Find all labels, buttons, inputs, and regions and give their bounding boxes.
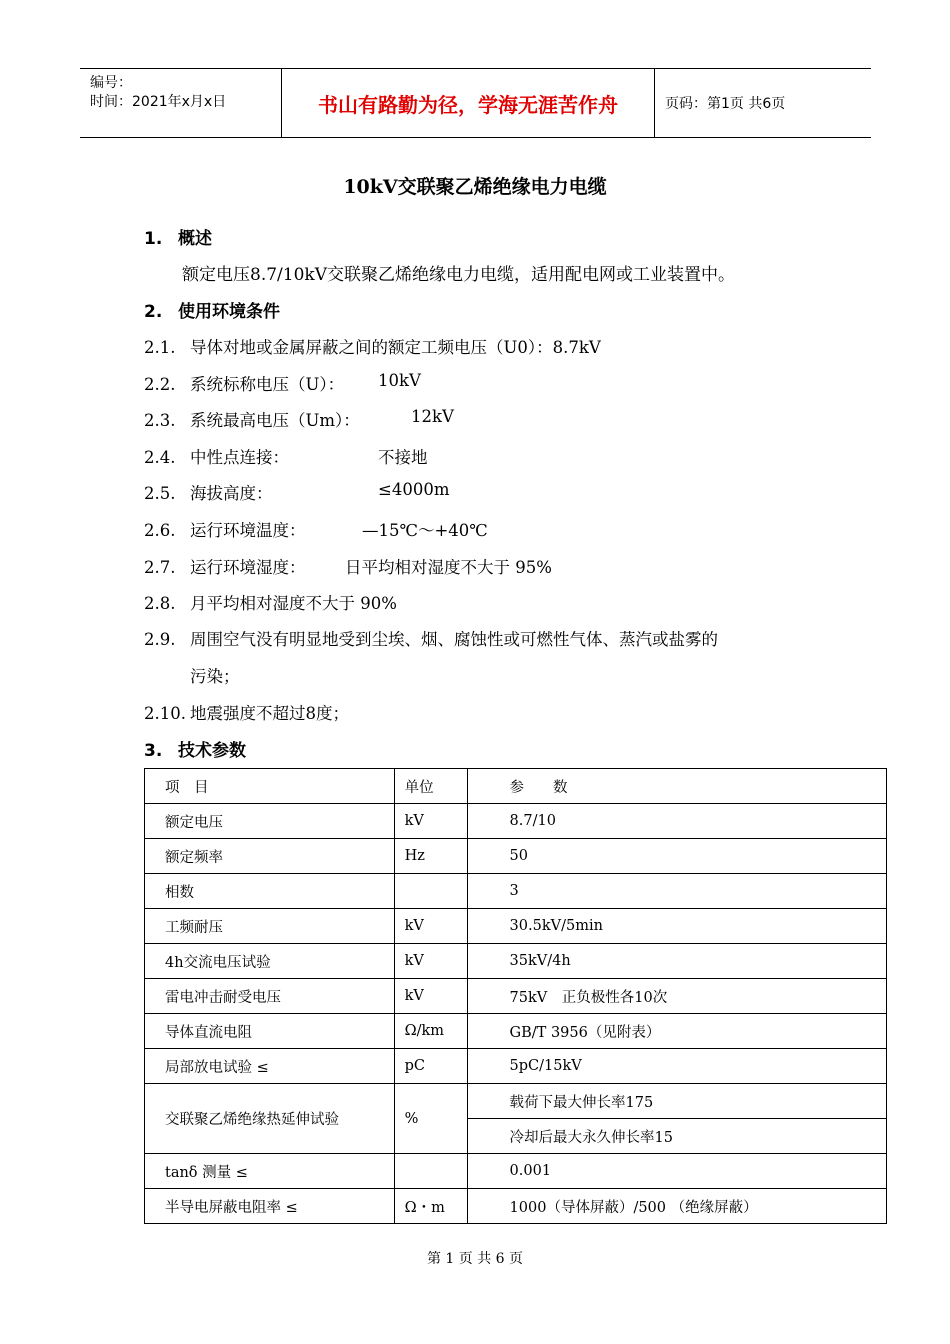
unit-cell: kV (394, 944, 467, 979)
table-row (145, 1049, 887, 1084)
item-number: 2.5. (144, 484, 176, 503)
unit-cell: Ω/km (394, 1014, 467, 1049)
tech-params-table (144, 768, 887, 1224)
item-number: 2.10. (144, 704, 186, 723)
page-header (80, 68, 871, 138)
param-cell: 35kV/4h (467, 944, 886, 979)
item-label: 运行环境温度： (190, 521, 306, 540)
condition-item-continued (144, 663, 240, 687)
item-cell: 4h交流电压试验 (145, 944, 395, 979)
unit-cell: kV (394, 804, 467, 839)
header-page-label: 页码：第1页 共6页 (665, 96, 786, 112)
table-row (145, 979, 887, 1014)
item-value: —15℃～+40℃ (362, 521, 488, 540)
condition-item (144, 371, 421, 395)
item-number: 2.4. (144, 448, 176, 467)
param-cell: 0.001 (467, 1154, 886, 1189)
item-value: ≤4000m (378, 480, 450, 499)
unit-cell: Ω・m (394, 1189, 467, 1224)
header-cell: 项 目 (145, 769, 395, 804)
item-label: 海拔高度： (190, 484, 273, 503)
item-cell: 雷电冲击耐受电压 (145, 979, 395, 1014)
section-heading-2 (144, 297, 280, 322)
item-number: 2.6. (144, 521, 176, 540)
section-number: 2. (144, 302, 163, 322)
condition-item (144, 334, 601, 358)
section-number: 1. (144, 229, 163, 249)
item-cell: 工频耐压 (145, 909, 395, 944)
param-cell: 1000（导体屏蔽）/500 （绝缘屏蔽） (467, 1189, 886, 1224)
unit-cell: kV (394, 979, 467, 1014)
item-value: 日平均相对湿度不大于 95% (345, 558, 552, 577)
unit-cell: pC (394, 1049, 467, 1084)
condition-item (144, 700, 349, 724)
param-cell: 5pC/15kV (467, 1049, 886, 1084)
param-cell: 30.5kV/5min (467, 909, 886, 944)
table-row (145, 909, 887, 944)
item-cell: 额定电压 (145, 804, 395, 839)
param-cell: 75kV 正负极性各10次 (467, 979, 886, 1014)
item-cell: 相数 (145, 874, 395, 909)
item-number: 2.2. (144, 375, 176, 394)
time-label: 时间：2021年x月x日 (90, 94, 227, 110)
item-label: 导体对地或金属屏蔽之间的额定工频电压（U0）：8.7kV (190, 338, 601, 357)
condition-item (144, 626, 718, 650)
item-label: 中性点连接： (190, 448, 289, 467)
table-row (145, 839, 887, 874)
item-number: 2.1. (144, 338, 176, 357)
item-number: 2.7. (144, 558, 176, 577)
table-row (145, 1189, 887, 1224)
item-value: 10kV (378, 371, 421, 390)
page-footer: 第 1 页 共 6 页 (426, 1251, 524, 1267)
condition-item (144, 517, 488, 541)
param-cell: 50 (467, 839, 886, 874)
header-cell: 参 数 (467, 769, 886, 804)
item-label: 运行环境湿度： (190, 558, 306, 577)
item-number: 2.8. (144, 594, 176, 613)
item-cell: 局部放电试验 ≤ (145, 1049, 395, 1084)
section-heading-1 (144, 224, 212, 249)
table-header-row (145, 769, 887, 804)
unit-cell (394, 874, 467, 909)
unit-cell: % (394, 1084, 467, 1154)
item-label: 系统最高电压（Um）： (190, 411, 360, 430)
header-cell: 单位 (394, 769, 467, 804)
section-title: 概述 (178, 229, 212, 249)
overview-paragraph: 额定电压8.7/10kV交联聚乙烯绝缘电力电缆，适用配电网或工业装置中。 (182, 265, 735, 285)
section-number: 3. (144, 741, 163, 761)
number-label: 编号： (90, 75, 132, 91)
item-cell: 交联聚乙烯绝缘热延伸试验 (145, 1084, 395, 1154)
item-value: 12kV (411, 407, 454, 426)
table-row (145, 1154, 887, 1189)
condition-item (144, 407, 454, 431)
section-heading-3 (144, 736, 246, 761)
param-cell: 3 (467, 874, 886, 909)
param-cell: GB/T 3956（见附表） (467, 1014, 886, 1049)
item-cell: tanδ 测量 ≤ (145, 1154, 395, 1189)
condition-item (144, 554, 552, 578)
item-number: 2.3. (144, 411, 176, 430)
param-cell: 冷却后最大永久伸长率15 (467, 1119, 886, 1154)
table-row (145, 944, 887, 979)
item-label: 地震强度不超过8度； (190, 704, 349, 723)
condition-item (144, 590, 397, 614)
item-label: 系统标称电压（U）： (190, 375, 345, 394)
section-title: 使用环境条件 (178, 302, 280, 322)
header-meta (80, 69, 281, 137)
param-cell: 载荷下最大伸长率175 (467, 1084, 886, 1119)
item-cell: 半导电屏蔽电阻率 ≤ (145, 1189, 395, 1224)
header-motto: 书山有路勤为径，学海无涯苦作舟 (281, 69, 655, 137)
item-label: 周围空气没有明显地受到尘埃、烟、腐蚀性或可燃性气体、蒸汽或盐雾的 (190, 630, 718, 649)
unit-cell (394, 1154, 467, 1189)
unit-cell: kV (394, 909, 467, 944)
condition-item (144, 444, 428, 468)
item-cell: 额定频率 (145, 839, 395, 874)
param-cell: 8.7/10 (467, 804, 886, 839)
section-title: 技术参数 (178, 741, 246, 761)
table-row (145, 1014, 887, 1049)
document-title: 10kV交联聚乙烯绝缘电力电缆 (343, 176, 607, 198)
table-row (145, 804, 887, 839)
table-row (145, 874, 887, 909)
item-value: 不接地 (378, 448, 428, 467)
item-label: 污染； (190, 667, 240, 686)
unit-cell: Hz (394, 839, 467, 874)
item-number: 2.9. (144, 630, 176, 649)
condition-item (144, 480, 450, 504)
item-label: 月平均相对湿度不大于 90% (190, 594, 397, 613)
table-row (145, 1084, 887, 1119)
item-cell: 导体直流电阻 (145, 1014, 395, 1049)
